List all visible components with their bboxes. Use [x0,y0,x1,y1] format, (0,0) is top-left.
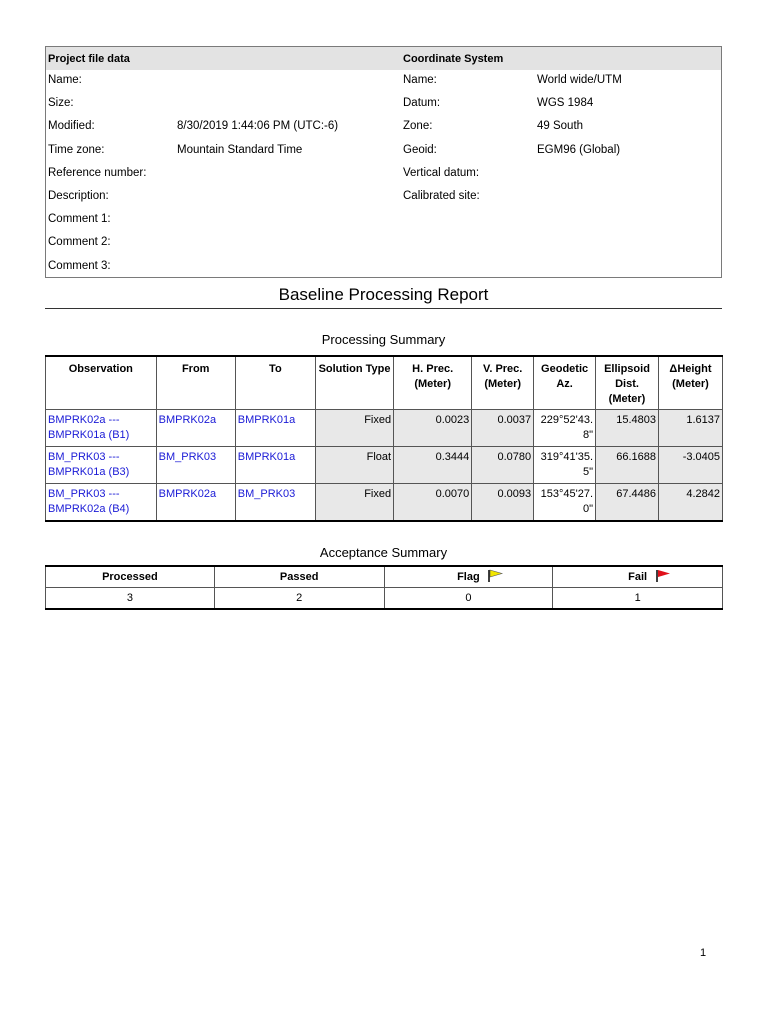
to-station-link[interactable]: BMPRK01a [235,410,315,447]
processing-column-header: Ellipsoid Dist. (Meter) [596,356,659,410]
processing-summary-title: Processing Summary [321,332,446,347]
observation-link[interactable]: BM_PRK03 --- BMPRK02a (B4) [46,484,157,522]
coord-label: Name: [403,74,437,86]
passed-header: Passed [214,566,384,588]
h-prec: 0.0070 [394,484,472,522]
coord-label: Datum: [403,97,441,110]
project-row [46,93,721,116]
project-file-data-box [45,46,722,278]
report-title: Baseline Processing Report [278,285,489,304]
field-label: Description: [48,189,109,202]
field-label: Modified: [48,120,95,133]
coord-label: Vertical datum: [403,166,480,179]
page-number: 1 [700,947,707,959]
delta-height: 1.6137 [658,410,722,447]
geodetic-az: 319°41'35. 5" [534,447,596,484]
project-row [46,186,721,209]
h-prec: 0.0023 [394,410,472,447]
processed-header: Processed [46,566,215,588]
passed-count: 2 [214,588,384,610]
field-label: Size: [48,97,74,110]
processed-count: 3 [46,588,215,610]
processing-column-header: To [235,356,315,410]
baseline-row [46,484,723,522]
field-label: Comment 2: [48,236,111,249]
coord-label: Geoid: [403,143,437,156]
solution-type: Fixed [315,410,393,447]
processing-column-header: From [156,356,235,410]
project-row [46,140,721,163]
observation-link[interactable]: BMPRK02a --- BMPRK01a (B1) [46,410,157,447]
processing-summary-table [45,355,723,522]
processing-column-header: Solution Type [315,356,393,410]
project-row [46,116,721,139]
geodetic-az: 153°45'27. 0" [534,484,596,522]
project-row [46,209,721,232]
v-prec: 0.0093 [472,484,534,522]
field-label: Name: [48,74,82,86]
title-divider [45,308,722,309]
v-prec: 0.0037 [472,410,534,447]
delta-height: -3.0405 [658,447,722,484]
processing-column-header: ΔHeight (Meter) [658,356,722,410]
fail-count: 1 [553,588,723,610]
coord-value: 49 South [537,120,584,133]
acceptance-values-row [46,588,723,610]
from-station-link[interactable]: BMPRK02a [156,410,235,447]
ellipsoid-dist: 15.4803 [596,410,659,447]
from-station-link[interactable]: BM_PRK03 [156,447,235,484]
project-row [46,163,721,186]
from-station-link[interactable]: BMPRK02a [156,484,235,522]
fail-header-label: Fail [628,571,648,583]
baseline-row [46,447,723,484]
observation-link[interactable]: BM_PRK03 --- BMPRK01a (B3) [46,447,157,484]
acceptance-summary-table [45,565,723,610]
processing-column-header: H. Prec. (Meter) [394,356,472,410]
flag-header-label: Flag [457,571,480,583]
flag-count: 0 [384,588,553,610]
solution-type: Float [315,447,393,484]
baseline-row [46,410,723,447]
v-prec: 0.0780 [472,447,534,484]
project-row [46,232,721,255]
processing-header-row [46,356,723,410]
acceptance-header-row [46,566,723,588]
fail-header [553,566,723,588]
field-value: Mountain Standard Time [177,143,303,156]
field-label: Comment 3: [48,259,111,272]
coord-value: EGM96 (Global) [537,143,621,156]
project-row [46,70,721,93]
processing-column-header: V. Prec. (Meter) [472,356,534,410]
coord-label: Calibrated site: [403,189,480,202]
solution-type: Fixed [315,484,393,522]
project-header [46,47,721,70]
project-row [46,256,721,279]
processing-column-header: Observation [46,356,157,410]
field-value: 8/30/2019 1:44:06 PM (UTC:-6) [177,120,339,133]
coord-value: WGS 1984 [537,97,594,110]
project-file-data-heading: Project file data [48,53,130,65]
geodetic-az: 229°52'43. 8" [534,410,596,447]
red-flag-icon [655,569,673,583]
h-prec: 0.3444 [394,447,472,484]
processing-column-header: Geodetic Az. [534,356,596,410]
coordinate-system-heading: Coordinate System [403,53,504,65]
ellipsoid-dist: 66.1688 [596,447,659,484]
field-label: Reference number: [48,166,147,179]
yellow-flag-icon [487,569,505,583]
coord-value: World wide/UTM [537,74,622,86]
flag-header [384,566,553,588]
delta-height: 4.2842 [658,484,722,522]
to-station-link[interactable]: BMPRK01a [235,447,315,484]
coord-label: Zone: [403,120,433,133]
acceptance-summary-title: Acceptance Summary [319,545,448,560]
field-label: Comment 1: [48,213,111,226]
to-station-link[interactable]: BM_PRK03 [235,484,315,522]
ellipsoid-dist: 67.4486 [596,484,659,522]
field-label: Time zone: [48,143,105,156]
